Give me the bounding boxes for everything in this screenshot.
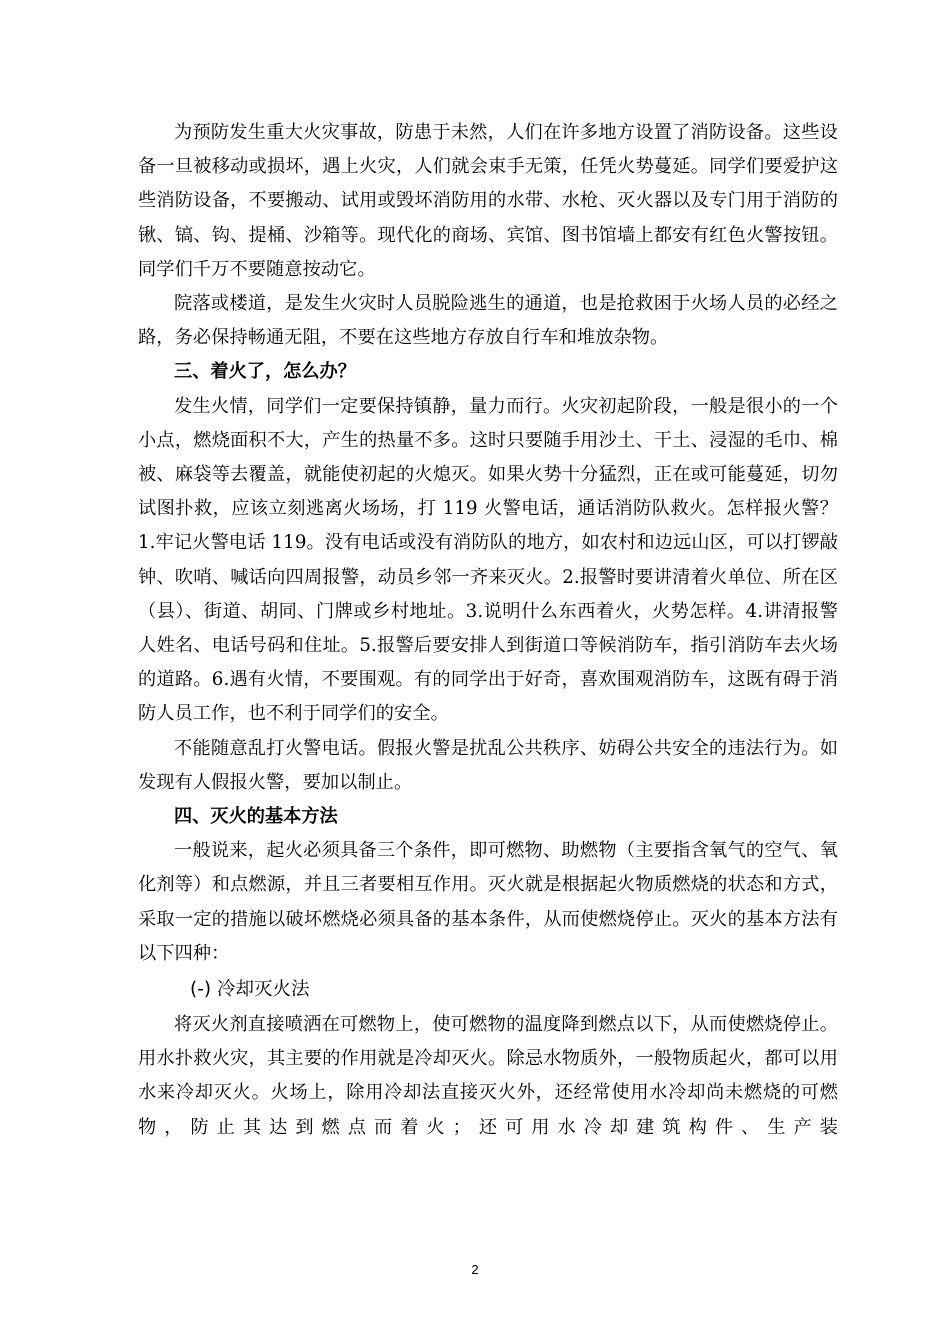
section-heading-fire-response: 三、着火了，怎么办？ <box>174 361 356 383</box>
subsection-heading-cooling: (-) 冷却灭火法 <box>190 979 310 1001</box>
paragraph-false-alarm: 不能随意乱打火警电话。假报火警是扰乱公共秩序、妨碍公共安全的违法行为。如发现有人假报火警，要加以制止。 <box>138 737 838 793</box>
paragraph-combustion-conditions: 一般说来，起火必须具备三个条件，即可燃物、助燃物（主要指含氧气的空气、氧化剂等）和点燃源，并且三者要相互作用。灭火就是根据起火物质燃烧的状态和方式，采取一定的措施以破坏燃烧必须具备的基本条件，从而使燃烧停止。灭火的基本方法有以下四种： <box>138 840 838 964</box>
paragraph-cooling-method: 将灭火剂直接喷洒在可燃物上，使可燃物的温度降到燃点以下，从而使燃烧停止。用水扑救火灾，其主要的作用就是冷却灭火。除忌水物质外，一般物质起火，都可以用水来冷却灭火。火场上，除用冷却法直接灭火外，还经常使用水冷却尚未燃烧的可燃物，防止其达到燃点而着火；还可用水冷却建筑构件、生产装 <box>138 1014 838 1138</box>
paragraph-fire-response: 发生火情，同学们一定要保持镇静，量力而行。火灾初起阶段，一般是很小的一个小点，燃烧面积不大，产生的热量不多。这时只要随手用沙土、干土、浸湿的毛巾、棉被、麻袋等去覆盖，就能使初起的火熄灭。如果火势十分猛烈，正在或可能蔓延，切勿试图扑救，应该立刻逃离火场场，打 119 火警电话，通话消防队救火。怎样报火警？1.牢记火警电话 119。没有电话或没有消防队的地方，如农村和边远山区，可以打锣敲钟、吹哨、喊话向四周报警，动员乡邻一齐来灭火。2.报警时要讲清着火单位、所在区（县）、街道、胡同、门牌或乡村地址。3.说明什么东西着火，火势怎样。4.讲清报警人姓名、电话号码和住址。5.报警后要安排人到街道口等候消防车，指引消防车去火场的道路。6.遇有火情，不要围观。有的同学出于好奇，喜欢围观消防车，这既有碍于消防人员工作，也不利于同学们的安全。 <box>138 395 838 725</box>
page-body <box>138 116 838 1145</box>
paragraph-escape-routes: 院落或楼道，是发生火灾时人员脱险逃生的通道，也是抢救困于火场人员的必经之路，务必保持畅通无阻，不要在这些地方存放自行车和堆放杂物。 <box>138 293 838 349</box>
section-heading-extinguish-methods: 四、灭火的基本方法 <box>174 806 338 828</box>
page-number: 2 <box>471 1262 479 1277</box>
paragraph-fire-equipment: 为预防发生重大火灾事故，防患于未然，人们在许多地方设置了消防设备。这些设备一旦被移动或损坏，遇上火灾，人们就会束手无策，任凭火势蔓延。同学们要爱护这些消防设备，不要搬动、试用或毁坏消防用的水带、水枪、灭火器以及专门用于消防的锹、镐、钩、提桶、沙箱等。现代化的商场、宾馆、图书馆墙上都安有红色火警按钮。同学们千万不要随意按动它。 <box>138 122 838 280</box>
